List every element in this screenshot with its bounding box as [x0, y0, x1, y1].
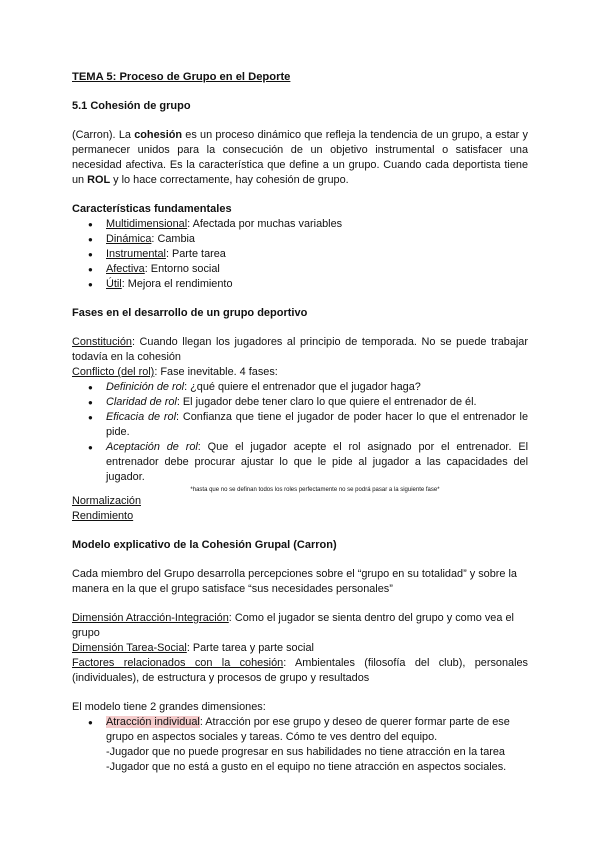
intro-bold-rol: ROL: [87, 174, 111, 186]
list-item: [72, 440, 528, 485]
modelo-intro-paragraph: Cada miembro del Grupo desarrolla percepciones sobre el “grupo en su totalidad” y sobre la manera en la que el grupo satisface “sus necesidades personales”: [72, 568, 517, 595]
item-term: Eficacia de rol: [106, 411, 177, 423]
section-heading-caracteristicas: Características fundamentales: [72, 203, 232, 215]
list-item: [72, 410, 528, 440]
highlighted-term: Atracción individual: [106, 716, 200, 728]
list-item: [72, 277, 528, 292]
fase-desc: : Fase inevitable. 4 fases:: [154, 366, 278, 378]
item-desc: : ¿qué quiere el entrenador que el jugador haga?: [184, 381, 421, 393]
factores-desc: : Ambientales (filosofía del club), personales (individuales), de estructura y procesos de grupo y resultados: [72, 657, 528, 684]
intro-text-b: es un proceso dinámico que refleja la tendencia de un grupo, a estar y permanecer unidos para la consecución de un objetivo instrumental o satisfacer una necesidad afectiva. Es la característica que define a un grupo. Cuando cada deportista tiene un: [72, 129, 529, 186]
item-desc: : Afectada por muchas variables: [187, 218, 343, 230]
list-item: [72, 247, 528, 262]
dimension-atraccion-integracion: [72, 611, 528, 641]
fase-desc: : Cuando llegan los jugadores al principio de temporada. No se puede trabajar todavía en la cohesión: [72, 336, 528, 363]
item-term: Multidimensional: [106, 218, 188, 230]
item-term: Afectiva: [106, 263, 145, 275]
list-item: [72, 262, 528, 277]
item-term: Definición de rol: [106, 381, 185, 393]
item-term: Aceptación de rol: [106, 441, 198, 453]
item-desc: : Confianza que tiene el jugador de poder hacer lo que el entrenador le pide.: [106, 411, 529, 438]
document-page: [72, 70, 528, 775]
list-item: [72, 380, 528, 395]
fase-rendimiento: Rendimiento: [72, 510, 134, 522]
list-item: [72, 395, 528, 410]
caracteristicas-list: [72, 217, 528, 292]
dimensiones-list: [72, 715, 528, 745]
item-term: Útil: [106, 278, 122, 290]
atraccion-detail-1: -Jugador que no puede progresar en sus habilidades no tiene atracción en la tarea: [106, 746, 505, 758]
conflicto-subfases-list: [72, 380, 528, 485]
item-desc: : Atracción por ese grupo y deseo de querer formar parte de ese grupo en aspectos sociales y tareas. Cómo te ves dentro del equipo.: [106, 716, 510, 743]
dimension-tarea-social: [72, 641, 528, 656]
fase-term: Constitución: [72, 336, 132, 348]
section-heading-cohesion: 5.1 Cohesión de grupo: [72, 100, 191, 112]
intro-text-a: (Carron). La: [72, 129, 135, 141]
intro-text-c: y lo hace correctamente, hay cohesión de grupo.: [110, 174, 349, 186]
dim-term: Dimensión Tarea-Social: [72, 642, 187, 654]
factores-cohesion: [72, 656, 528, 686]
dim-desc: : Parte tarea y parte social: [186, 642, 314, 654]
fase-conflicto: [72, 365, 528, 380]
item-desc: : Que el jugador acepte el rol asignado por el entrenador. El entrenador debe procurar ajustar lo que le pide al jugador a las capacidades del jugador.: [106, 441, 529, 483]
section-heading-modelo: Modelo explicativo de la Cohesión Grupal (Carron): [72, 539, 337, 551]
factores-term: Factores relacionados con la cohesión: [72, 657, 284, 669]
item-desc: : El jugador debe tener claro lo que quiere el entrenador de él.: [176, 396, 477, 408]
fase-constitucion: [72, 335, 528, 365]
atraccion-detail-2: -Jugador que no está a gusto en el equipo no tiene atracción en aspectos sociales.: [106, 761, 507, 773]
page-title: TEMA 5: Proceso de Grupo en el Deporte: [72, 71, 291, 83]
item-desc: : Parte tarea: [165, 248, 226, 260]
list-item: [72, 217, 528, 232]
dim-desc: : Como el jugador se sienta dentro del grupo y como vea el grupo: [72, 612, 514, 639]
item-desc: : Mejora el rendimiento: [121, 278, 233, 290]
item-term: Dinámica: [106, 233, 152, 245]
item-term: Claridad de rol: [106, 396, 177, 408]
section-heading-fases: Fases en el desarrollo de un grupo deportivo: [72, 307, 308, 319]
fases-footnote: *hasta que no se definan todos los roles perfectamente no se podrá pasar a la siguiente fase*: [190, 487, 440, 493]
list-item: [72, 715, 528, 745]
intro-bold-cohesion: cohesión: [134, 129, 183, 141]
item-desc: : Cambia: [151, 233, 195, 245]
fase-normalizacion: Normalización: [72, 495, 141, 507]
cohesion-intro-paragraph: [72, 128, 528, 188]
dim-term: Dimensión Atracción-Integración: [72, 612, 229, 624]
list-item: [72, 232, 528, 247]
fase-term: Conflicto (del rol): [72, 366, 155, 378]
item-desc: : Entorno social: [144, 263, 220, 275]
dimensiones-intro: El modelo tiene 2 grandes dimensiones:: [72, 701, 266, 713]
item-term: Instrumental: [106, 248, 166, 260]
